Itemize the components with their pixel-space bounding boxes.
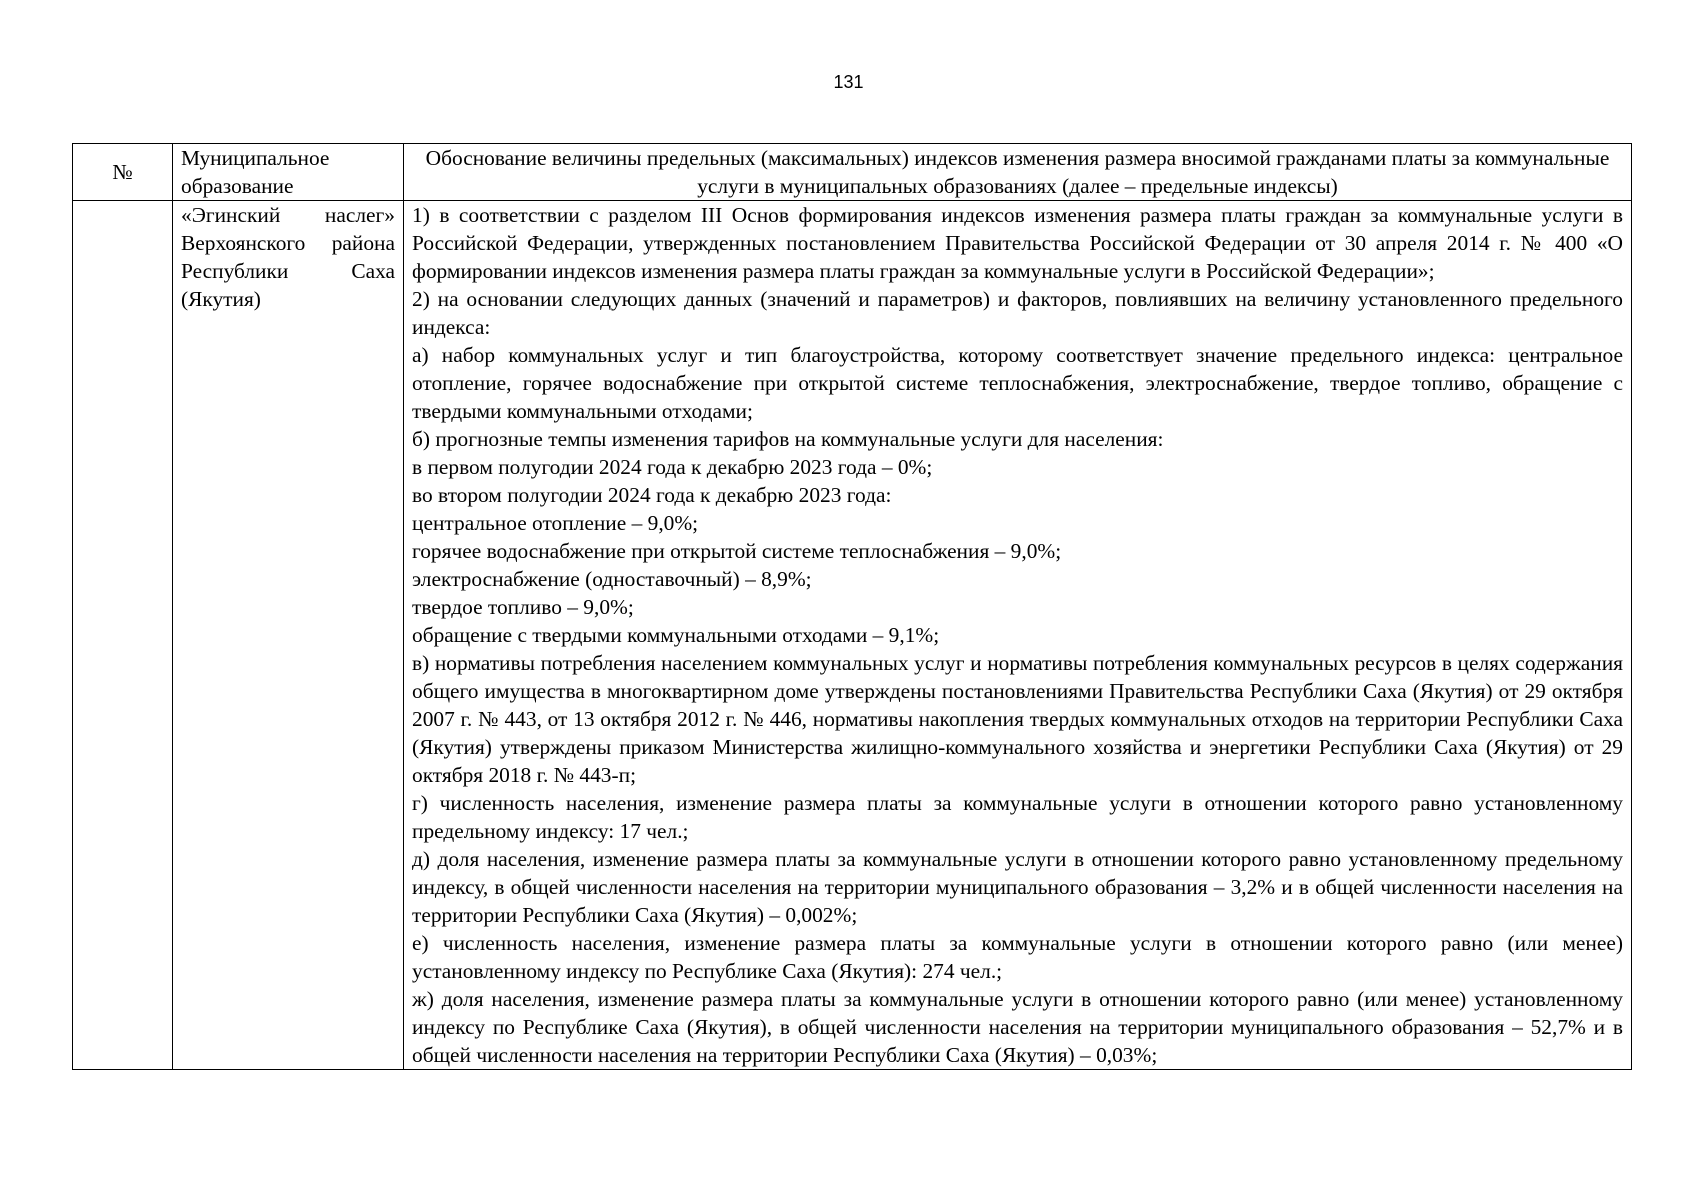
row-number-cell xyxy=(73,201,173,1070)
justification-table xyxy=(72,143,1632,1070)
paragraph-item: горячее водоснабжение при открытой системе теплоснабжения – 9,0%; xyxy=(412,539,1062,563)
paragraph-item: г) численность населения, изменение размера платы за коммунальные услуги в отношении которого равно установленному предельному индексу: 17 чел.; xyxy=(412,791,1623,843)
paragraph-item: е) численность населения, изменение размера платы за коммунальные услуги в отношении которого равно (или менее) установленному индексу по Республике Саха (Якутия): 274 чел.; xyxy=(412,931,1623,983)
row-justification-cell xyxy=(404,201,1632,1070)
paragraph-item: д) доля населения, изменение размера платы за коммунальные услуги в отношении которого равно установленному предельному индексу, в общей численности населения на территории муниципального образования – 3,2% и в общей численности населения на территории Республики Саха (Якутия) – 0,002%; xyxy=(412,847,1623,927)
paragraph-item: центральное отопление – 9,0%; xyxy=(412,511,699,535)
page-number: 131 xyxy=(833,72,864,92)
paragraph-item: 1) в соответствии с разделом III Основ формирования индексов изменения размера платы граждан за коммунальные услуги в Российской Федерации, утвержденных постановлением Правительства Российской Федерации от 30 апреля 2014 г. № 400 «О формировании индексов изменения размера платы граждан за коммунальные услуги в Российской Федерации»; xyxy=(412,203,1623,283)
paragraph-item: а) набор коммунальных услуг и тип благоустройства, которому соответствует значение предельного индекса: центральное отопление, горячее водоснабжение при открытой системе теплоснабжения, электроснабжение, твердое топливо, обращение с твердыми коммунальными отходами; xyxy=(412,343,1623,423)
paragraph-item: обращение с твердыми коммунальными отходами – 9,1%; xyxy=(412,623,940,647)
paragraph-item: в первом полугодии 2024 года к декабрю 2023 года – 0%; xyxy=(412,455,933,479)
paragraph-item: б) прогнозные темпы изменения тарифов на коммунальные услуги для населения: xyxy=(412,427,1164,451)
paragraph-item: ж) доля населения, изменение размера платы за коммунальные услуги в отношении которого равно (или менее) установленному индексу по Республике Саха (Якутия), в общей численности населения на территории муниципального образования – 52,7% и в общей численности населения на территории Республики Саха (Якутия) – 0,03%; xyxy=(412,987,1623,1067)
paragraph-item: 2) на основании следующих данных (значений и параметров) и факторов, повлиявших на величину установленного предельного индекса: xyxy=(412,287,1623,339)
paragraph-item: электроснабжение (одноставочный) – 8,9%; xyxy=(412,567,812,591)
paragraph-item: во втором полугодии 2024 года к декабрю 2023 года: xyxy=(412,483,892,507)
table-row xyxy=(73,201,1632,1070)
header-municipality: Муниципальное образование xyxy=(173,144,404,201)
paragraph-item: в) нормативы потребления населением коммунальных услуг и нормативы потребления коммунальных ресурсов в целях содержания общего имущества в многоквартирном доме утверждены постановлениями Правительства Республики Саха (Якутия) от 29 октября 2007 г. № 443, от 13 октября 2012 г. № 446, нормативы накопления твердых коммунальных отходов на территории Республики Саха (Якутия) утверждены приказом Министерства жилищно-коммунального хозяйства и энергетики Республики Саха (Якутия) от 29 октября 2018 г. № 443-п; xyxy=(412,651,1623,787)
paragraph-item: твердое топливо – 9,0%; xyxy=(412,595,634,619)
table-header-row xyxy=(73,144,1632,201)
header-justification: Обоснование величины предельных (максимальных) индексов изменения размера вносимой гражданами платы за коммунальные услуги в муниципальных образованиях (далее – предельные индексы) xyxy=(404,144,1632,201)
header-number: № xyxy=(73,144,173,201)
row-municipality-cell: «Эгинский наслег» Верхоянского района Республики Саха (Якутия) xyxy=(173,201,404,1070)
